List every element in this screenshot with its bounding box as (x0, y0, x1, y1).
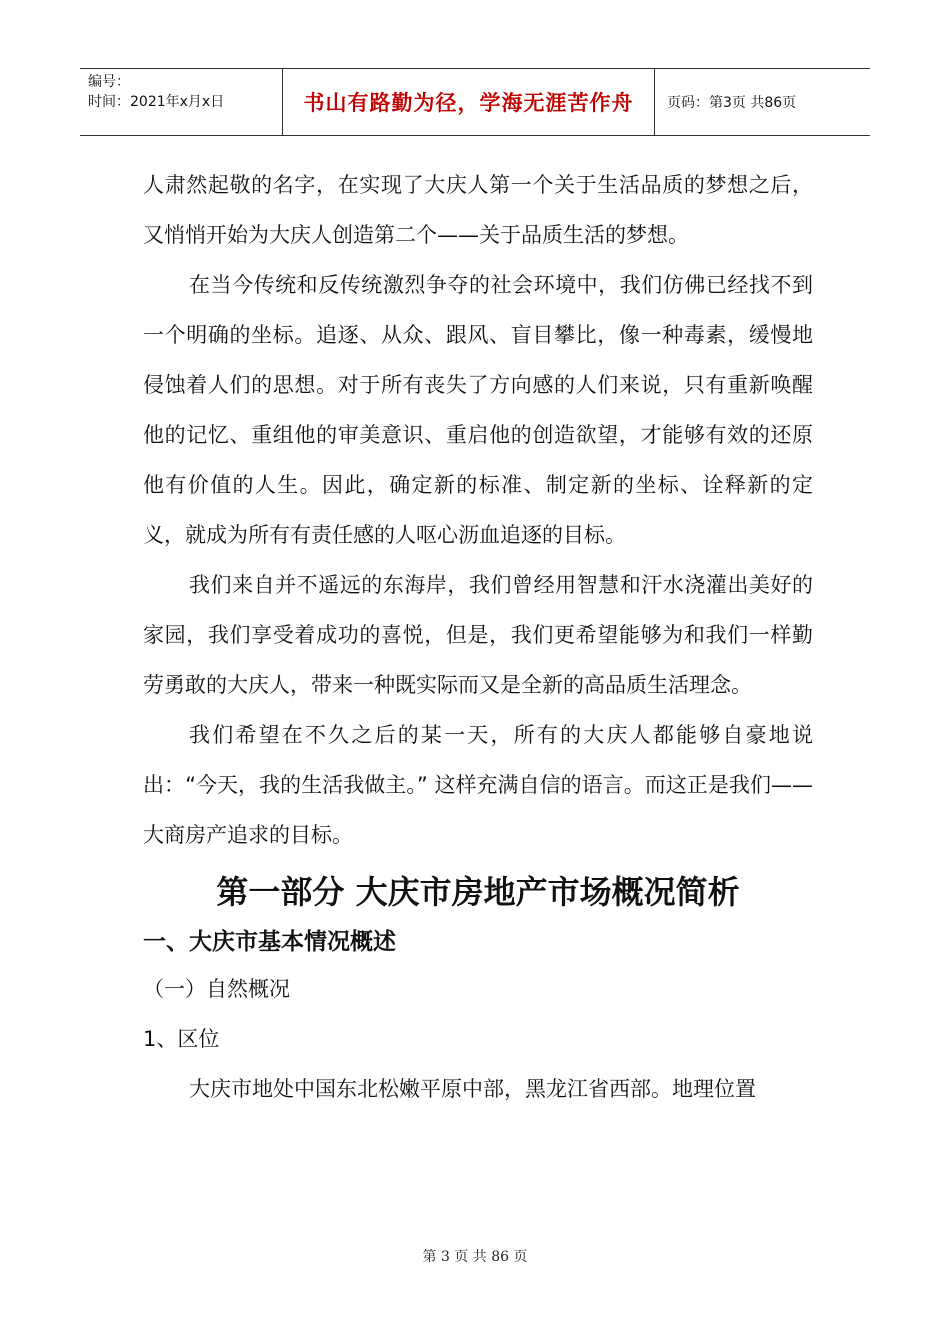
section-title: 一、大庆市基本情况概述 (143, 929, 396, 955)
item-title: 1、区位 (143, 1027, 220, 1051)
part-title: 第一部分 大庆市房地产市场概况简析 (216, 873, 740, 911)
header-page-info (655, 69, 870, 135)
motto-text: 书山有路勤为径，学海无涯苦作舟 (303, 90, 634, 115)
paragraph: 我们来自并不遥远的东海岸，我们曾经用智慧和汗水浇灌出美好的家园，我们享受着成功的喜悦，但是，我们更希望能够为和我们一样勤劳勇敢的大庆人，带来一种既实际而又是全新的高品质生活理念。 (143, 573, 813, 697)
code-label: 编号： (88, 74, 130, 90)
subsection-title: （一）自然概况 (143, 977, 290, 1001)
paragraph: 大庆市地处中国东北松嫩平原中部，黑龙江省西部。地理位置 (189, 1077, 756, 1101)
header-meta (80, 69, 283, 135)
time-label: 时间：2021年x月x日 (88, 94, 225, 110)
header-motto-cell (283, 69, 655, 135)
paragraph: 我们希望在不久之后的某一天，所有的大庆人都能够自豪地说出：“今天，我的生活我做主。” 这样充满自信的语言。而这正是我们——大商房产追求的目标。 (143, 723, 813, 847)
page-header (80, 68, 870, 136)
page-info-text: 页码：第3页 共86页 (667, 95, 797, 111)
paragraph: 在当今传统和反传统激烈争夺的社会环境中，我们仿佛已经找不到一个明确的坐标。追逐、从众、跟风、盲目攀比，像一种毒素，缓慢地侵蚀着人们的思想。对于所有丧失了方向感的人们来说，只有重新唤醒他的记忆、重组他的审美意识、重启他的创造欲望，才能够有效的还原他有价值的人生。因此，确定新的标准、制定新的坐标、诠释新的定义，就成为所有有责任感的人呕心沥血追逐的目标。 (143, 273, 813, 547)
document-body (143, 160, 813, 1114)
paragraph-continuation: 人肃然起敬的名字，在实现了大庆人第一个关于生活品质的梦想之后，又悄悄开始为大庆人创造第二个——关于品质生活的梦想。 (143, 173, 813, 247)
page-footer: 第 3 页 共 86 页 (422, 1249, 528, 1265)
